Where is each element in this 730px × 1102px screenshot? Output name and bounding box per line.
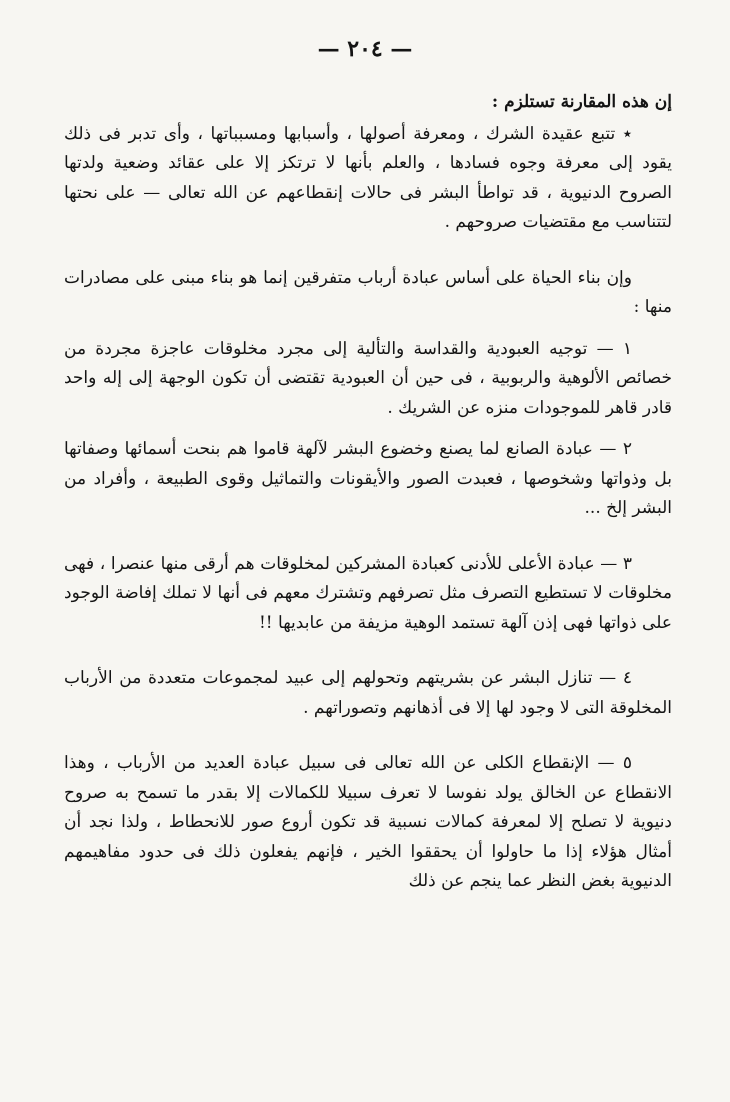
list-item-1: ١ — توجيه العبودية والقداسة والتألية إلى مجرد مخلوقات عاجزة مجردة من خصائص الألوهية والربوبية ، فى حين أن العبودية تقتضى أن تكون الوجهة إلى إله واحد قادر قاهر للموجودات منزه عن الشريك . (64, 338, 672, 418)
page-number: — ٢٠٤ — (317, 36, 413, 62)
list-item-5: ٥ — الإنقطاع الكلى عن الله تعالى فى سبيل عبادة العديد من الأرباب ، وهذا الانقطاع عن الخالق يولد نفوسا لا تعرف سبيلا للكمالات إلا بقدر ما تسمح به صروح دنيوية لا تصلح إلا لمعرفة كمالات نسبية قد تكون أروع صور للانحطاط ، ولذا نجد أن أمثال هؤلاء إذا ما حاولوا أن يحققوا الخير ، فإنهم يفعلون ذلك فى حدود مفاهيمهم الدنيوية بغض النظر عما ينجم عن ذلك (64, 753, 672, 891)
paragraph-requirement: ٭ تتبع عقيدة الشرك ، ومعرفة أصولها ، وأسبابها ومسبباتها ، وأى تدبر فى ذلك يقود إلى معرفة وجوه فسادها ، والعلم بأنها لا ترتكز إلا على عقائد وضعية ولدتها الصروح الدنيوية ، قد تواطأ البشر فى حالات إنقطاعهم عن الله تعالى — على نحتها لتتناسب مع مقتضيات صروحهم . (64, 123, 672, 232)
list-item-2: ٢ — عبادة الصانع لما يصنع وخضوع البشر لآلهة قاموا هم بنحت أسمائها وصفاتها بل وذواتها وشخوصها ، فعبدت الصور والأيقونات والتماثيل وقوى الطبيعة ، وأفراد من البشر إلخ ... (64, 439, 672, 518)
list-item-4: ٤ — تنازل البشر عن بشريتهم وتحولهم إلى عبيد لمجموعات متعددة من الأرباب المخلوقة التى لا وجود لها إلا فى أذهانهم وتصوراتهم . (64, 668, 672, 718)
intro-line: إن هذه المقارنة تستلزم : (491, 92, 672, 112)
paragraph-premises: وإن بناء الحياة على أساس عبادة أرباب متفرقين إنما هو بناء مبنى على مصادرات منها : (64, 267, 672, 317)
page-body (64, 88, 672, 897)
list-item-3: ٣ — عبادة الأعلى للأدنى كعبادة المشركين لمخلوقات هم أرقى منها عنصرا ، فهى مخلوقات لا تستطيع التصرف مثل تصرفهم وتشترك معهم فى أنها لا تملك إفاضة الوجود على ذواتها فهى إذن آلهة تستمد الوهية مزيفة من عابديها !! (64, 553, 672, 633)
